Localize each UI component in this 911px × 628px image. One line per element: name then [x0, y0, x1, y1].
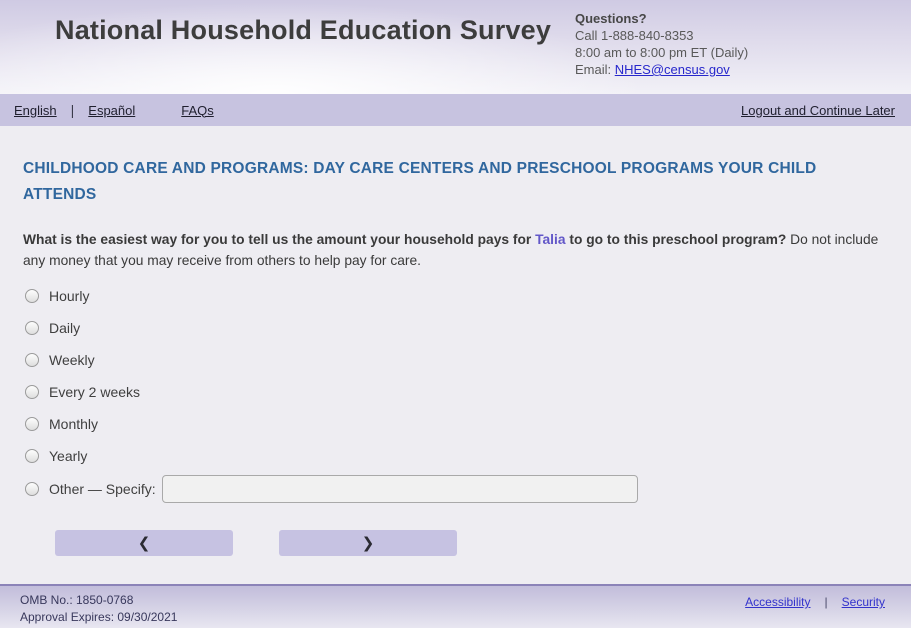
language-link-espanol[interactable]: Español — [88, 102, 136, 118]
nav-separator: | — [70, 102, 75, 118]
option-row-every-2-weeks — [23, 376, 888, 408]
main-content — [0, 126, 911, 584]
navbar — [0, 94, 911, 126]
other-specify-input[interactable] — [162, 475, 638, 503]
security-link[interactable]: Security — [841, 595, 885, 609]
footer-separator: | — [824, 595, 828, 609]
option-row-monthly — [23, 408, 888, 440]
radio-monthly[interactable] — [25, 417, 39, 431]
radio-hourly[interactable] — [25, 289, 39, 303]
option-label-daily: Daily — [49, 320, 81, 336]
email-link[interactable]: NHES@census.gov — [614, 62, 730, 77]
wizard-navigation — [55, 530, 457, 556]
navbar-left — [14, 102, 214, 118]
option-label-every-2-weeks: Every 2 weeks — [49, 384, 141, 400]
option-row-weekly — [23, 344, 888, 376]
email-line — [575, 61, 748, 78]
questions-heading: Questions? — [575, 11, 647, 26]
question-text — [23, 229, 888, 271]
child-name: Talia — [535, 232, 566, 247]
logout-link[interactable]: Logout and Continue Later — [741, 102, 895, 118]
answer-options — [23, 280, 888, 506]
phone-hours: 8:00 am to 8:00 pm ET (Daily) — [575, 45, 749, 60]
page-title: CHILDHOOD CARE AND PROGRAMS: DAY CARE CENTERS AND PRESCHOOL PROGRAMS YOUR CHILD ATTENDS — [23, 160, 817, 203]
question-instruction: Do not include any money that you may receive from others to help pay for care. — [23, 232, 879, 268]
option-row-other — [23, 472, 888, 506]
option-row-daily — [23, 312, 888, 344]
option-row-hourly — [23, 280, 888, 312]
option-label-weekly: Weekly — [49, 352, 95, 368]
question-bold-before: What is the easiest way for you to tell us the amount your household pays for — [23, 232, 536, 247]
language-link-english[interactable]: English — [14, 102, 57, 118]
faqs-link[interactable]: FAQs — [181, 102, 214, 118]
footer-omb-block — [20, 592, 177, 628]
option-label-other: Other — Specify: — [49, 481, 156, 497]
radio-weekly[interactable] — [25, 353, 39, 367]
option-row-yearly — [23, 440, 888, 472]
header — [0, 0, 911, 94]
next-arrow-icon: ❯ — [361, 533, 375, 552]
option-label-monthly: Monthly — [49, 416, 99, 432]
approval-expires: Approval Expires: 09/30/2021 — [20, 610, 178, 624]
back-button[interactable] — [55, 530, 233, 556]
app-title: National Household Education Survey — [55, 15, 552, 45]
omb-number: OMB No.: 1850-0768 — [20, 593, 134, 607]
option-label-yearly: Yearly — [49, 448, 88, 464]
accessibility-link[interactable]: Accessibility — [745, 595, 811, 609]
questions-contact-block — [575, 10, 748, 78]
option-label-hourly: Hourly — [49, 288, 90, 304]
question-bold-after: to go to this preschool program? — [565, 232, 791, 247]
radio-every-2-weeks[interactable] — [25, 385, 39, 399]
next-button[interactable] — [279, 530, 457, 556]
phone-number: Call 1-888-840-8353 — [575, 28, 694, 43]
back-arrow-icon: ❮ — [137, 533, 151, 552]
email-label: Email: — [575, 62, 615, 77]
radio-daily[interactable] — [25, 321, 39, 335]
footer-links — [745, 592, 885, 628]
radio-other[interactable] — [25, 482, 39, 496]
footer — [0, 584, 911, 628]
radio-yearly[interactable] — [25, 449, 39, 463]
